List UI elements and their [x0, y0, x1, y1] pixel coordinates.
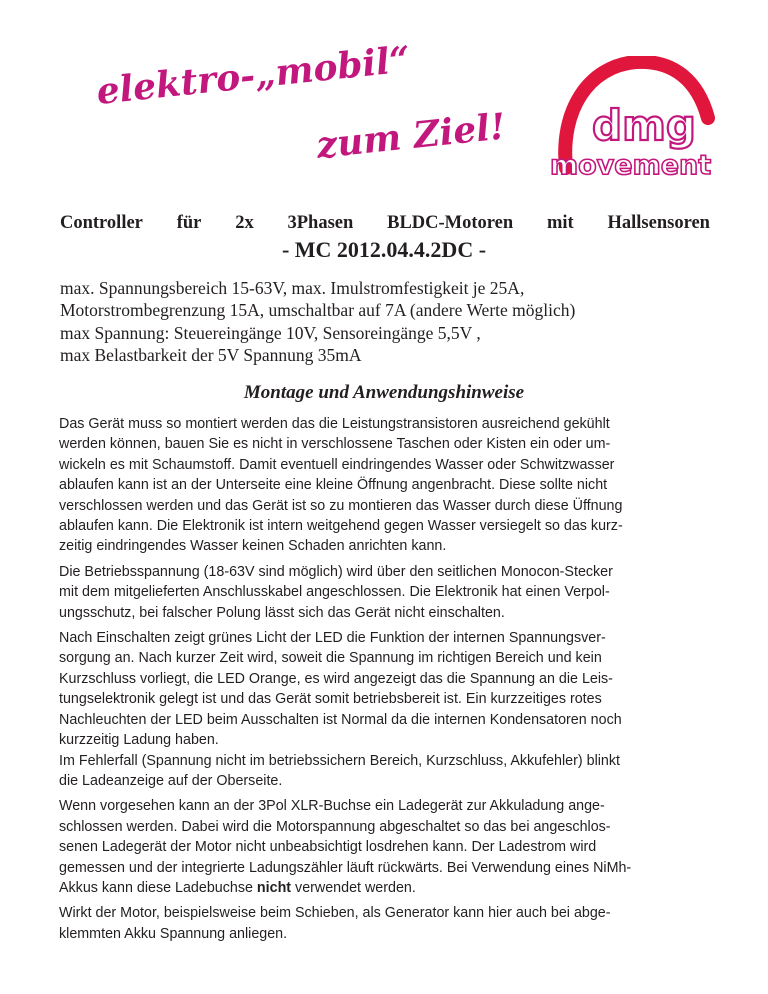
text-line: tungselektronik gelegt ist und das Gerät somit betriebsbereit ist. Ein kurzzeitiges rotes: [59, 691, 602, 708]
specs: [60, 277, 720, 366]
text-line: Die Betriebsspannung (18-63V sind möglich) wird über den seitlichen Monocon-Stecker: [59, 563, 613, 580]
title-word: 2x: [235, 213, 254, 233]
title-word: Hallsensoren: [607, 213, 710, 233]
text-line: werden können, bauen Sie es nicht in verschlossene Taschen oder Kisten ein oder um-: [59, 436, 611, 453]
text-line: die Ladeanzeige auf der Oberseite.: [59, 772, 283, 789]
text-line: schlossen werden. Dabei wird die Motorspannung abgeschaltet so das bei angeschlos-: [59, 818, 611, 835]
spec-line: Motorstrombegrenzung 15A, umschaltbar auf 7A (andere Werte möglich): [60, 300, 576, 321]
title-word: mit: [546, 213, 574, 233]
text-line: Im Fehlerfall (Spannung nicht im betriebssichern Bereich, Kurzschluss, Akkufehler) blinkt: [59, 752, 621, 769]
title-word: BLDC-Motoren: [387, 213, 514, 233]
text-line: Wenn vorgesehen kann an der 3Pol XLR-Buchse ein Ladegerät zur Akkuladung ange-: [59, 798, 605, 815]
slogan-line2: zum Ziel!: [314, 105, 508, 167]
body-text: [59, 414, 719, 944]
text-fragment: Akkus kann diese Ladebuchse: [59, 879, 257, 896]
emphasis-not: nicht: [256, 879, 292, 896]
title-word: Controller: [60, 213, 143, 233]
model-number: - MC 2012.04.4.2DC -: [281, 237, 487, 262]
dmg-logo: [548, 56, 718, 184]
text-line: Nachleuchten der LED beim Ausschalten ist Normal da die internen Kondensatoren noch: [59, 711, 622, 728]
logo-sub: movement: [550, 150, 712, 181]
text-line: [59, 878, 719, 898]
text-line: Wirkt der Motor, beispielsweise beim Schieben, als Generator kann hier auch bei abge-: [59, 905, 611, 922]
text-line: kurzzeitig Ladung haben.: [59, 732, 219, 749]
text-line: Das Gerät muss so montiert werden das die Leistungstransistoren ausreichend gekühlt: [59, 416, 610, 432]
text-line: wickeln es mit Schaumstoff. Damit eventuell eindringendes Wasser oder Schwitzwasser: [59, 456, 615, 473]
text-line: ablaufen kann ist an der Unterseite eine kleine Öffnung angenbracht. Diese sollte nicht: [59, 477, 608, 494]
paragraph-generator: [59, 903, 719, 944]
paragraph-mounting: [59, 414, 719, 557]
text-fragment: verwendet werden.: [291, 879, 416, 896]
spec-line: max. Spannungsbereich 15-63V, max. Imulstromfestigkeit je 25A,: [60, 278, 525, 298]
text-line: Nach Einschalten zeigt grünes Licht der LED die Funktion der internen Spannungsver-: [59, 630, 606, 647]
slogan-line1: elektro-„mobil“: [94, 38, 413, 113]
text-line: ungsschutz, bei falscher Polung lässt sich das Gerät nicht einschalten.: [59, 604, 505, 621]
title-word: für: [176, 213, 202, 233]
text-line: gemessen und der integrierte Ladungszähler läuft rückwärts. Bei Verwendung eines NiMh-: [59, 859, 632, 876]
logo-brand: dmg: [592, 101, 696, 150]
text-line: mit dem mitgelieferten Anschlusskabel angeschlossen. Die Elektronik hat einen Verpol-: [59, 584, 610, 601]
spec-line: max Spannung: Steuereingänge 10V, Sensoreingänge 5,5V ,: [60, 322, 481, 343]
slogan: [90, 38, 520, 178]
section-heading: Montage und Anwendungshinweise: [243, 382, 525, 403]
text-line: zeitig eindringendes Wasser keinen Schaden anrichten kann.: [59, 538, 447, 555]
spec-line: max Belastbarkeit der 5V Spannung 35mA: [60, 344, 362, 365]
paragraph-power-supply: [59, 562, 719, 623]
text-line: ablaufen kann. Die Elektronik ist intern weitgehend gegen Wasser versiegelt so das kurz-: [59, 518, 623, 535]
title-line: [60, 213, 710, 234]
text-line: verschlossen werden und das Gerät ist so zu montieren das Wasser durch diese Üffnung: [59, 497, 623, 514]
text-line: klemmten Akku Spannung anliegen.: [59, 925, 288, 942]
slogan-graphic: [90, 38, 520, 178]
text-line: senen Ladegerät der Motor nicht unbeabsichtigt losdrehen kann. Der Ladestrom wird: [59, 839, 597, 856]
paragraph-charging: [59, 796, 719, 898]
text-line: sorgung an. Nach kurzer Zeit wird, soweit die Spannung im richtigen Bereich und kein: [59, 650, 602, 667]
title-word: 3Phasen: [287, 213, 354, 233]
text-line: Kurzschluss vorliegt, die LED Orange, es wird angezeigt das die Spannung an die Leis-: [59, 670, 613, 687]
paragraph-led: [59, 628, 719, 791]
